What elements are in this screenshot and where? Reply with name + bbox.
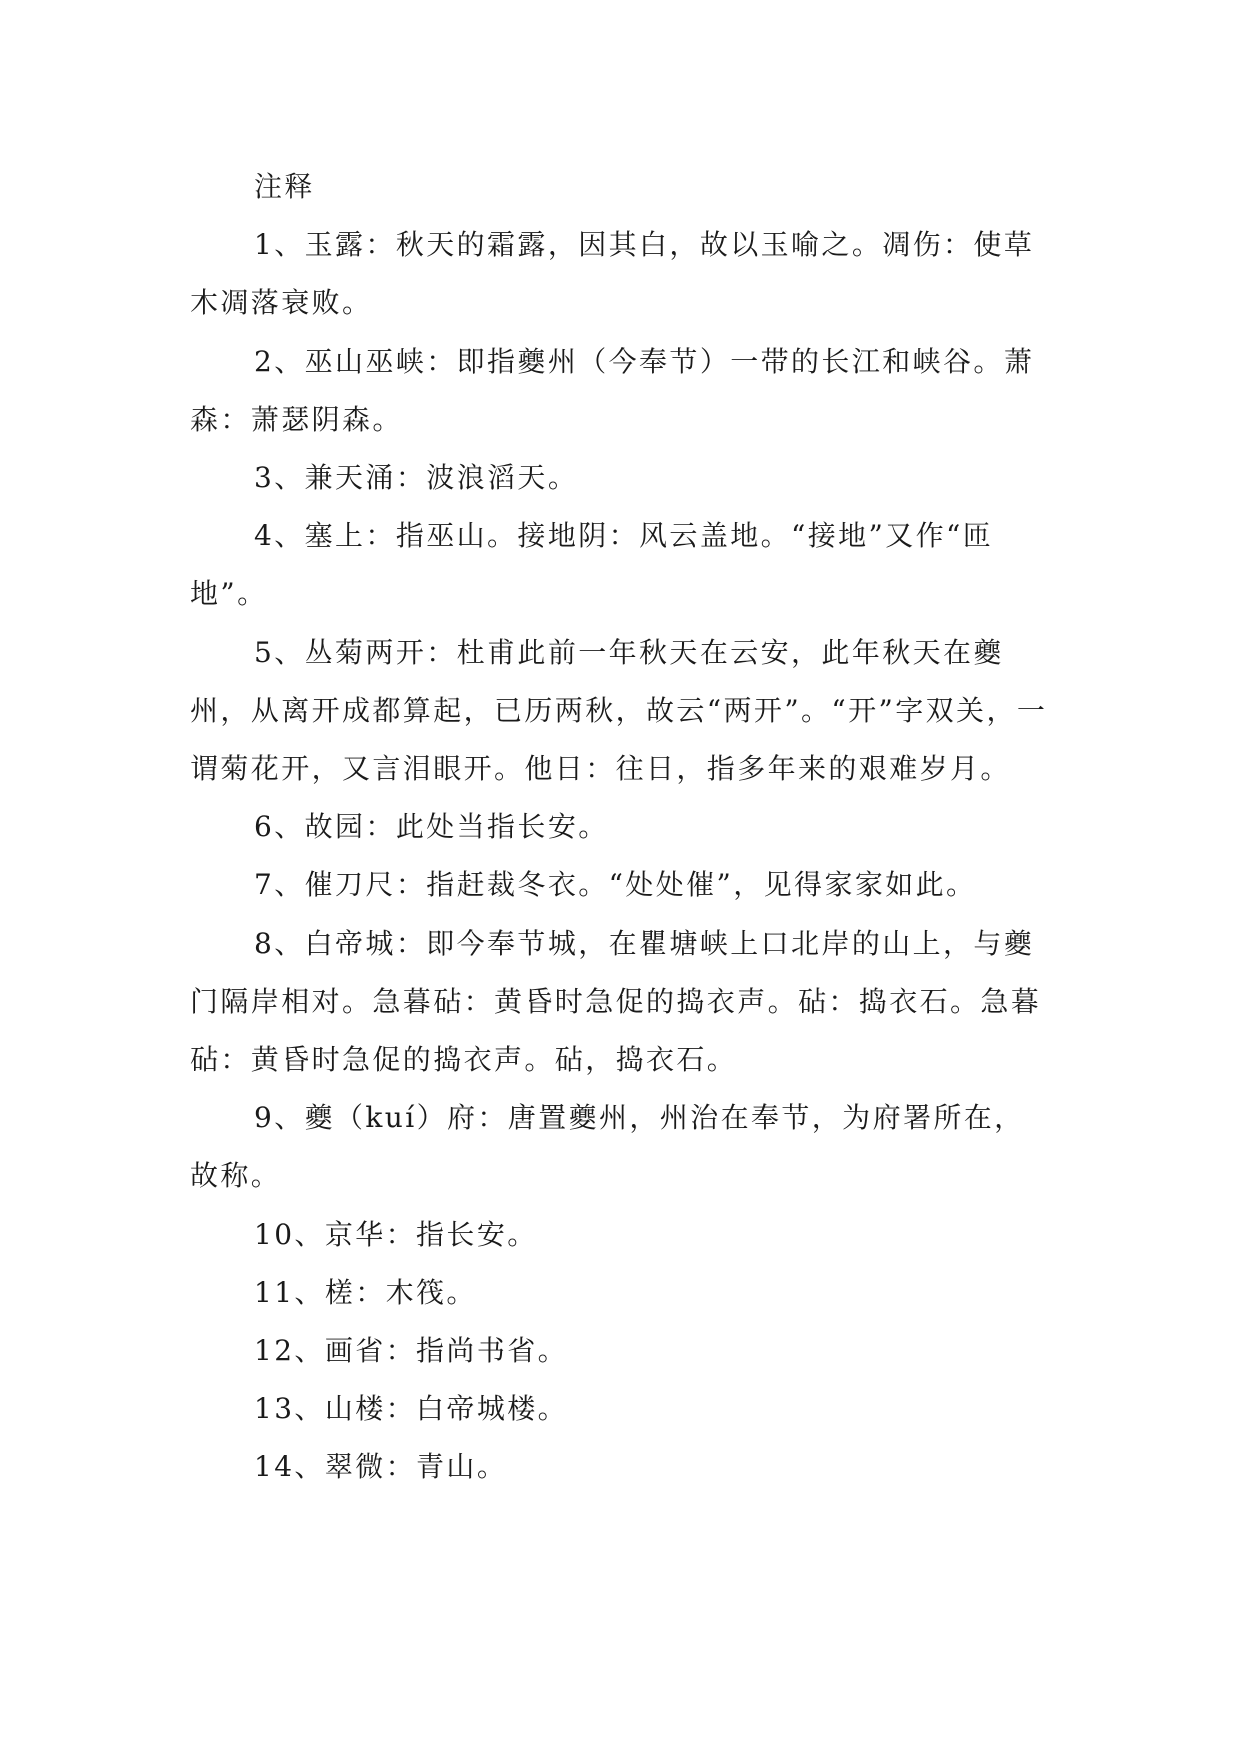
note-item: 10、京华：指长安。 <box>254 1217 538 1251</box>
note-item: 3、兼天涌：波浪滔天。 <box>254 461 579 495</box>
notes-heading: 注释 <box>254 170 315 203</box>
note-item: 12、画省：指尚书省。 <box>254 1334 569 1368</box>
note-item: 6、故园：此处当指长安。 <box>254 810 609 844</box>
note-item: 8、白帝城：即今奉节城，在瞿塘峡上口北岸的山上，与夔门隔岸相对。急暮砧：黄昏时急促的捣衣声。砧：捣衣石。急暮砧：黄昏时急促的捣衣声。砧，捣衣石。 <box>190 926 1042 1077</box>
note-item: 11、槎：木筏。 <box>254 1275 477 1309</box>
note-item: 13、山楼：白帝城楼。 <box>254 1392 569 1426</box>
note-item: 2、巫山巫峡：即指夔州（今奉节）一带的长江和峡谷。萧森：萧瑟阴森。 <box>190 344 1035 436</box>
note-item: 5、丛菊两开：杜甫此前一年秋天在云安，此年秋天在夔州，从离开成都算起，已历两秋，故云“两开”。“开”字双关，一谓菊花开，又言泪眼开。他日：往日，指多年来的艰难岁月。 <box>190 635 1048 786</box>
note-item: 1、玉露：秋天的霜露，因其白，故以玉喻之。凋伤：使草木凋落衰败。 <box>190 228 1035 320</box>
note-item: 7、催刀尺：指赶裁冬衣。“处处催”，见得家家如此。 <box>254 868 977 902</box>
note-item: 14、翠微：青山。 <box>254 1450 508 1484</box>
note-item: 9、夔（kuí）府：唐置夔州，州治在奉节，为府署所在，故称。 <box>190 1101 1025 1193</box>
note-item: 4、塞上：指巫山。接地阴：风云盖地。“接地”又作“匝地”。 <box>190 519 994 611</box>
document-page <box>190 158 1050 1497</box>
